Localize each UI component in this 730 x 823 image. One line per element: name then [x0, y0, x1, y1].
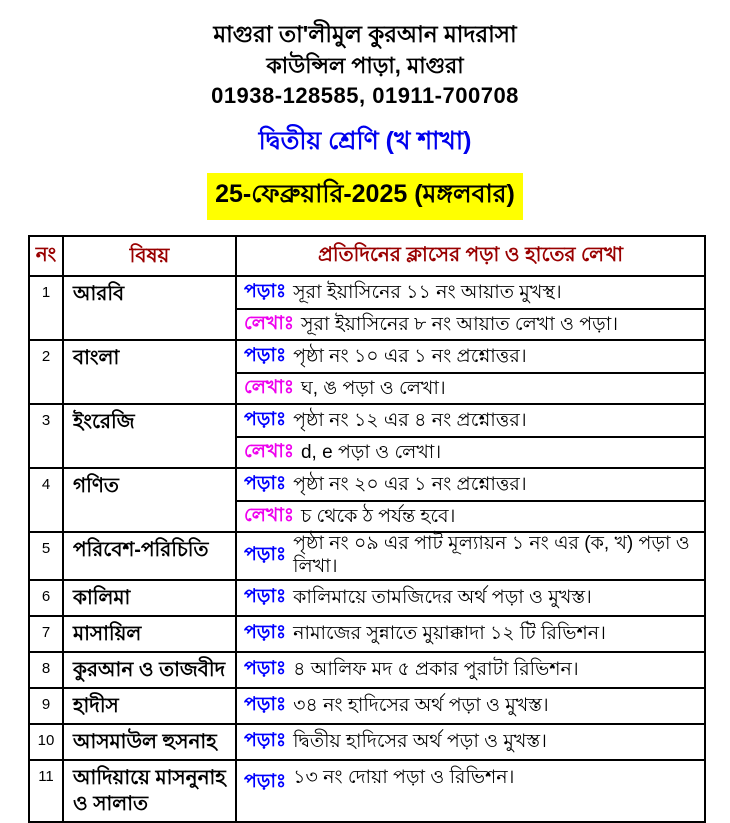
lesson-cell	[237, 653, 704, 687]
task-text: দ্বিতীয় হাদিসের অর্থ পড়া ও মুখস্ত।	[293, 730, 547, 752]
task-line-reading	[237, 725, 704, 759]
task-text: চ থেকে ঠ পর্যন্ত হবে।	[300, 505, 456, 527]
row-number: 11	[30, 761, 64, 821]
subject-name: বাংলা	[64, 341, 237, 403]
lesson-cell	[237, 405, 704, 467]
row-number: 5	[30, 533, 64, 579]
column-header-lesson: প্রতিদিনের ক্লাসের পড়া ও হাতের লেখা	[317, 243, 624, 266]
document-header	[0, 20, 730, 220]
table-row	[30, 615, 704, 651]
row-number: 6	[30, 581, 64, 615]
task-text: ৪ আলিফ মদ ৫ প্রকার পুরাটা রিভিশন।	[293, 658, 579, 680]
lesson-cell	[237, 689, 704, 723]
lesson-cell	[237, 341, 704, 403]
row-number: 7	[30, 617, 64, 651]
task-line-writing	[237, 436, 704, 467]
lesson-cell	[237, 725, 704, 759]
row-number: 3	[30, 405, 64, 467]
subject-name: মাসায়িল	[64, 617, 237, 651]
task-label-lekha: লেখাঃ	[244, 376, 294, 398]
task-line-reading	[237, 469, 704, 500]
task-text: ১৩ নং দোয়া পড়া ও রিভিশন।	[293, 767, 515, 789]
subject-name: আসমাউল হুসনাহ	[64, 725, 237, 759]
date-banner: 25-ফেব্রুয়ারি-2025 (মঙ্গলবার)	[207, 173, 523, 220]
task-line-writing	[237, 372, 704, 403]
subject-name: কালিমা	[64, 581, 237, 615]
lesson-cell	[237, 761, 704, 821]
task-label-pora: পড়াঃ	[244, 280, 287, 302]
task-text: পৃষ্ঠা নং ১০ এর ১ নং প্রশ্নোত্তর।	[293, 345, 527, 367]
subject-name: হাদীস	[64, 689, 237, 723]
task-text: পৃষ্ঠা নং ১২ এর ৪ নং প্রশ্নোত্তর।	[293, 409, 527, 431]
task-label-lekha: লেখাঃ	[244, 504, 294, 526]
table-row	[30, 275, 704, 339]
task-text: ৩৪ নং হাদিসের অর্থ পড়া ও মুখস্ত।	[293, 694, 549, 716]
table-row	[30, 723, 704, 759]
table-header-row	[30, 237, 704, 275]
task-line-reading	[237, 617, 704, 651]
date-banner-row	[0, 173, 730, 220]
task-text: নামাজের সুন্নাতে মুয়াক্কাদা ১২ টি রিভিশন।	[293, 622, 606, 644]
subject-name: আদিয়ায়ে মাসনুনাহ ও সালাত	[64, 761, 237, 821]
table-row	[30, 651, 704, 687]
task-text: পৃষ্ঠা নং ২০ এর ১ নং প্রশ্নোত্তর।	[293, 473, 527, 495]
task-text: কালিমায়ে তামজিদের অর্থ পড়া ও মুখস্ত।	[293, 586, 592, 608]
task-text: পৃষ্ঠা নং ০৯ এর পাট মূল্যায়ন ১ নং এর (ক, খ) পড়া ও লিখা।	[293, 533, 690, 578]
row-number: 1	[30, 277, 64, 339]
subject-name: ইংরেজি	[64, 405, 237, 467]
task-label-lekha: লেখাঃ	[244, 312, 294, 334]
column-header-subject: বিষয়	[64, 237, 237, 275]
lesson-cell	[237, 617, 704, 651]
table-row	[30, 687, 704, 723]
column-header-number: নং	[30, 237, 64, 275]
lesson-cell	[237, 533, 704, 579]
row-number: 8	[30, 653, 64, 687]
task-text: সূরা ইয়াসিনের ৮ নং আয়াত লেখা ও পড়া।	[300, 313, 619, 335]
task-label-pora: পড়াঃ	[244, 622, 287, 644]
row-number: 9	[30, 689, 64, 723]
task-line-reading	[237, 761, 704, 821]
school-address: কাউন্সিল পাড়া, মাগুরা	[266, 52, 464, 78]
task-label-pora: পড়াঃ	[244, 408, 287, 430]
task-label-pora: পড়াঃ	[244, 730, 287, 752]
row-number: 4	[30, 469, 64, 531]
task-line-writing	[237, 308, 704, 339]
task-label-pora: পড়াঃ	[244, 658, 287, 680]
lesson-cell	[237, 469, 704, 531]
task-text: d, e পড়া ও লেখা।	[300, 441, 442, 463]
subject-name: আরবি	[64, 277, 237, 339]
subject-name: কুরআন ও তাজবীদ	[64, 653, 237, 687]
table-row	[30, 579, 704, 615]
task-label-pora: পড়াঃ	[244, 586, 287, 608]
row-number: 10	[30, 725, 64, 759]
task-text: সূরা ইয়াসিনের ১১ নং আয়াত মুখস্থ।	[293, 281, 562, 303]
task-label-pora: পড়াঃ	[244, 544, 287, 566]
task-line-reading	[237, 277, 704, 308]
row-number: 2	[30, 341, 64, 403]
homework-table	[28, 235, 706, 823]
lesson-cell	[237, 581, 704, 615]
table-row	[30, 403, 704, 467]
table-row	[30, 467, 704, 531]
class-title: দ্বিতীয় শ্রেণি (খ শাখা)	[258, 127, 472, 156]
table-row	[30, 531, 704, 579]
task-line-reading	[237, 533, 704, 579]
school-name: মাগুরা তা'লীমুল কুরআন মাদরাসা	[213, 21, 517, 47]
task-label-pora: পড়াঃ	[244, 771, 287, 793]
task-label-lekha: লেখাঃ	[244, 440, 294, 462]
task-line-reading	[237, 405, 704, 436]
task-text: ঘ, ঙ পড়া ও লেখা।	[300, 377, 446, 399]
task-line-writing	[237, 500, 704, 531]
task-label-pora: পড়াঃ	[244, 344, 287, 366]
task-line-reading	[237, 581, 704, 615]
task-line-reading	[237, 653, 704, 687]
subject-name: পরিবেশ-পরিচিতি	[64, 533, 237, 579]
task-line-reading	[237, 689, 704, 723]
table-row	[30, 339, 704, 403]
task-line-reading	[237, 341, 704, 372]
phone-numbers: 01938-128585, 01911-700708	[211, 83, 519, 109]
task-label-pora: পড়াঃ	[244, 694, 287, 716]
lesson-cell	[237, 277, 704, 339]
task-label-pora: পড়াঃ	[244, 472, 287, 494]
subject-name: গণিত	[64, 469, 237, 531]
